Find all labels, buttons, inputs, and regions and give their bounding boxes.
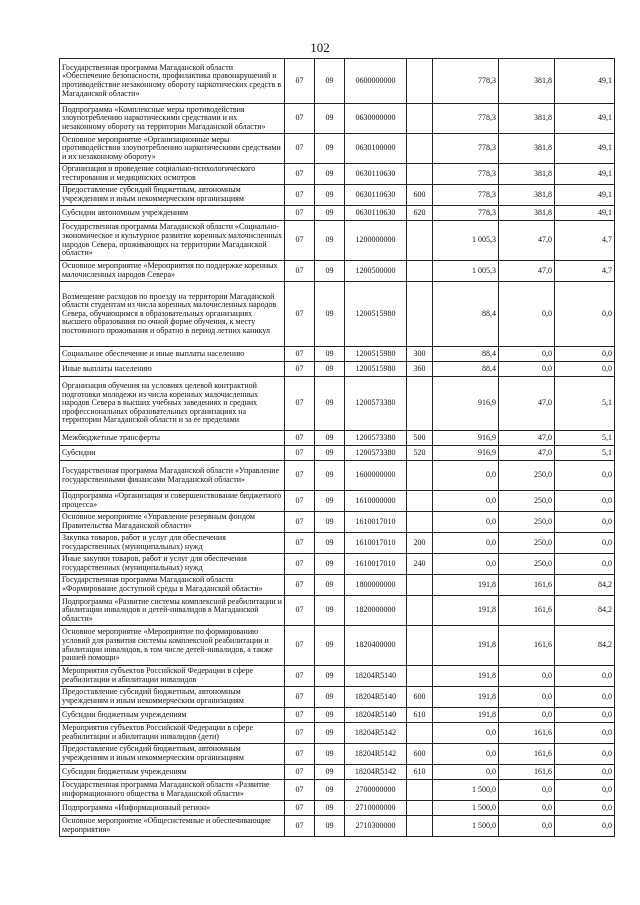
row-amount-actual: 250,0 [499, 554, 555, 575]
row-section-code: 07 [285, 816, 315, 837]
row-percent: 0,0 [555, 708, 615, 723]
row-amount-plan: 191,8 [433, 687, 499, 708]
row-section-code: 07 [285, 801, 315, 816]
row-target-article-code: 1200515980 [345, 282, 407, 347]
row-section-code: 07 [285, 185, 315, 206]
row-target-article-code: 18204R5140 [345, 666, 407, 687]
row-name: Организация и проведение социально-психологического тестирования и медицинских осмотров [60, 164, 285, 185]
table-row [60, 575, 615, 596]
row-subsection-code: 09 [315, 765, 345, 780]
row-amount-plan: 916,9 [433, 446, 499, 461]
row-percent: 0,0 [555, 723, 615, 744]
row-target-article-code: 0630100000 [345, 134, 407, 164]
table-row [60, 185, 615, 206]
row-amount-actual: 0,0 [499, 708, 555, 723]
row-subsection-code: 09 [315, 626, 345, 666]
row-section-code: 07 [285, 708, 315, 723]
row-subsection-code: 09 [315, 221, 345, 261]
row-amount-actual: 161,6 [499, 723, 555, 744]
row-subsection-code: 09 [315, 206, 345, 221]
row-amount-plan: 0,0 [433, 461, 499, 491]
table-row [60, 816, 615, 837]
row-amount-plan: 0,0 [433, 554, 499, 575]
row-amount-plan: 1 500,0 [433, 801, 499, 816]
row-amount-plan: 191,8 [433, 575, 499, 596]
table-row [60, 461, 615, 491]
row-percent: 0,0 [555, 533, 615, 554]
row-percent: 0,0 [555, 554, 615, 575]
row-percent: 5,1 [555, 446, 615, 461]
row-name: Предоставление субсидий бюджетным, автономным учреждениям и иным некоммерческим организациям [60, 744, 285, 765]
row-subsection-code: 09 [315, 533, 345, 554]
row-amount-plan: 0,0 [433, 723, 499, 744]
row-expense-type-code [407, 596, 433, 626]
row-subsection-code: 09 [315, 723, 345, 744]
row-percent: 0,0 [555, 491, 615, 512]
row-percent: 0,0 [555, 687, 615, 708]
row-name: Мероприятия субъектов Российской Федерации в сфере реабилитации и абилитации инвалидов [60, 666, 285, 687]
row-expense-type-code: 500 [407, 431, 433, 446]
table-row [60, 491, 615, 512]
row-amount-plan: 778,3 [433, 164, 499, 185]
budget-table [59, 58, 615, 837]
row-target-article-code: 2700000000 [345, 780, 407, 801]
row-amount-actual: 47,0 [499, 446, 555, 461]
row-expense-type-code [407, 282, 433, 347]
row-expense-type-code [407, 816, 433, 837]
row-percent: 0,0 [555, 801, 615, 816]
table-row [60, 554, 615, 575]
row-name: Государственная программа Магаданской области «Развитие информационного общества в Магаданской области» [60, 780, 285, 801]
row-amount-plan: 191,8 [433, 596, 499, 626]
row-amount-actual: 250,0 [499, 461, 555, 491]
row-amount-plan: 0,0 [433, 491, 499, 512]
row-name: Государственная программа Магаданской области «Социально-экономическое и культурное развитие коренных малочисленных народов Севера, проживающих на территории Магаданской области» [60, 221, 285, 261]
row-expense-type-code: 240 [407, 554, 433, 575]
row-target-article-code: 0630110630 [345, 206, 407, 221]
row-target-article-code: 1200000000 [345, 221, 407, 261]
row-name: Иные выплаты населению [60, 362, 285, 377]
row-name: Предоставление субсидий бюджетным, автономным учреждениям и иным некоммерческим организациям [60, 687, 285, 708]
row-subsection-code: 09 [315, 744, 345, 765]
row-expense-type-code: 600 [407, 744, 433, 765]
row-target-article-code: 1610000000 [345, 491, 407, 512]
row-name: Подпрограмма «Комплексные меры противодействия злоупотреблению наркотическими средствами и их незаконному обороту на территории Магаданской области» [60, 104, 285, 134]
row-section-code: 07 [285, 780, 315, 801]
row-target-article-code: 0630000000 [345, 104, 407, 134]
row-percent: 49,1 [555, 206, 615, 221]
row-target-article-code: 1610017010 [345, 554, 407, 575]
row-amount-actual: 0,0 [499, 347, 555, 362]
table-row [60, 59, 615, 104]
table-row [60, 347, 615, 362]
row-amount-actual: 381,8 [499, 206, 555, 221]
row-amount-plan: 1 500,0 [433, 816, 499, 837]
row-section-code: 07 [285, 554, 315, 575]
row-percent: 84,2 [555, 596, 615, 626]
row-subsection-code: 09 [315, 816, 345, 837]
row-section-code: 07 [285, 377, 315, 431]
row-amount-actual: 0,0 [499, 282, 555, 347]
page-number: 102 [310, 40, 330, 55]
row-percent: 49,1 [555, 134, 615, 164]
row-amount-actual: 0,0 [499, 780, 555, 801]
row-percent: 4,7 [555, 261, 615, 282]
row-expense-type-code [407, 461, 433, 491]
table-row [60, 666, 615, 687]
row-expense-type-code: 620 [407, 206, 433, 221]
row-percent: 0,0 [555, 347, 615, 362]
row-name: Закупка товаров, работ и услуг для обеспечения государственных (муниципальных) нужд [60, 533, 285, 554]
row-subsection-code: 09 [315, 59, 345, 104]
row-expense-type-code: 300 [407, 347, 433, 362]
row-section-code: 07 [285, 134, 315, 164]
row-expense-type-code [407, 575, 433, 596]
row-name: Организация обучения на условиях целевой контрактной подготовки молодежи из числа коренных малочисленных народов Севера в высших учебных заведениях и средних профессиональных образовательных организациях на территории Магаданской области и за ее пределами [60, 377, 285, 431]
row-section-code: 07 [285, 362, 315, 377]
row-target-article-code: 1200573380 [345, 446, 407, 461]
row-amount-actual: 47,0 [499, 431, 555, 446]
row-subsection-code: 09 [315, 446, 345, 461]
row-amount-plan: 916,9 [433, 377, 499, 431]
row-subsection-code: 09 [315, 185, 345, 206]
row-percent: 49,1 [555, 185, 615, 206]
row-amount-plan: 191,8 [433, 666, 499, 687]
row-target-article-code: 0630110630 [345, 164, 407, 185]
row-expense-type-code [407, 261, 433, 282]
row-target-article-code: 1820400000 [345, 626, 407, 666]
table-row [60, 164, 615, 185]
row-target-article-code: 18204R5142 [345, 765, 407, 780]
table-row [60, 282, 615, 347]
row-target-article-code: 18204R5142 [345, 723, 407, 744]
row-name: Субсидии автономным учреждениям [60, 206, 285, 221]
row-amount-actual: 0,0 [499, 816, 555, 837]
row-section-code: 07 [285, 206, 315, 221]
table-row [60, 512, 615, 533]
row-section-code: 07 [285, 446, 315, 461]
row-subsection-code: 09 [315, 801, 345, 816]
table-row [60, 104, 615, 134]
row-expense-type-code [407, 164, 433, 185]
row-amount-actual: 161,6 [499, 596, 555, 626]
row-subsection-code: 09 [315, 104, 345, 134]
row-amount-plan: 1 500,0 [433, 780, 499, 801]
row-name: Подпрограмма «Информационный регион» [60, 801, 285, 816]
row-subsection-code: 09 [315, 780, 345, 801]
row-section-code: 07 [285, 687, 315, 708]
row-target-article-code: 1200500000 [345, 261, 407, 282]
row-section-code: 07 [285, 164, 315, 185]
row-subsection-code: 09 [315, 687, 345, 708]
row-subsection-code: 09 [315, 575, 345, 596]
row-expense-type-code: 200 [407, 533, 433, 554]
row-name: Государственная программа Магаданской области «Обеспечение безопасности, профилактика правонарушений и противодействие незаконному обороту наркотических средств в Магаданской области» [60, 59, 285, 104]
row-percent: 0,0 [555, 362, 615, 377]
row-percent: 5,1 [555, 377, 615, 431]
row-amount-actual: 0,0 [499, 362, 555, 377]
row-name: Основное мероприятие «Организационные меры противодействия злоупотреблению наркотическими средствами и их незаконному обороту» [60, 134, 285, 164]
row-amount-plan: 0,0 [433, 765, 499, 780]
row-expense-type-code: 610 [407, 708, 433, 723]
row-target-article-code: 1200573380 [345, 431, 407, 446]
row-percent: 0,0 [555, 744, 615, 765]
row-target-article-code: 2710000000 [345, 801, 407, 816]
row-amount-actual: 0,0 [499, 801, 555, 816]
row-subsection-code: 09 [315, 377, 345, 431]
row-section-code: 07 [285, 261, 315, 282]
row-amount-actual: 381,8 [499, 59, 555, 104]
row-amount-actual: 0,0 [499, 666, 555, 687]
table-row [60, 221, 615, 261]
row-subsection-code: 09 [315, 261, 345, 282]
table-row [60, 626, 615, 666]
row-name: Субсидии [60, 446, 285, 461]
row-expense-type-code: 600 [407, 185, 433, 206]
row-section-code: 07 [285, 723, 315, 744]
row-section-code: 07 [285, 491, 315, 512]
row-name: Субсидии бюджетным учреждениям [60, 765, 285, 780]
row-amount-actual: 381,8 [499, 134, 555, 164]
row-target-article-code: 0600000000 [345, 59, 407, 104]
row-name: Субсидии бюджетным учреждениям [60, 708, 285, 723]
table-row [60, 744, 615, 765]
row-amount-plan: 1 005,3 [433, 221, 499, 261]
row-amount-plan: 0,0 [433, 512, 499, 533]
row-target-article-code: 1200515980 [345, 347, 407, 362]
row-amount-actual: 0,0 [499, 687, 555, 708]
table-row [60, 708, 615, 723]
row-percent: 0,0 [555, 816, 615, 837]
row-target-article-code: 18204R5140 [345, 708, 407, 723]
row-name: Мероприятия субъектов Российской Федерации в сфере реабилитации и абилитации инвалидов (дети) [60, 723, 285, 744]
row-subsection-code: 09 [315, 708, 345, 723]
row-amount-actual: 250,0 [499, 491, 555, 512]
row-amount-plan: 916,9 [433, 431, 499, 446]
row-amount-actual: 161,6 [499, 765, 555, 780]
row-name: Предоставление субсидий бюджетным, автономным учреждениям и иным некоммерческим организациям [60, 185, 285, 206]
row-name: Основное мероприятие «Общесистемные и обеспечивающие мероприятия» [60, 816, 285, 837]
row-amount-plan: 778,3 [433, 185, 499, 206]
row-name: Государственная программа Магаданской области «Формирование доступной среды в Магаданской области» [60, 575, 285, 596]
row-expense-type-code: 610 [407, 765, 433, 780]
row-target-article-code: 1200515980 [345, 362, 407, 377]
row-name: Основное мероприятие «Управление резервным фондом Правительства Магаданской области» [60, 512, 285, 533]
row-subsection-code: 09 [315, 512, 345, 533]
row-target-article-code: 2710300000 [345, 816, 407, 837]
row-subsection-code: 09 [315, 134, 345, 164]
row-percent: 49,1 [555, 164, 615, 185]
row-expense-type-code [407, 134, 433, 164]
row-section-code: 07 [285, 221, 315, 261]
row-expense-type-code [407, 666, 433, 687]
row-expense-type-code [407, 491, 433, 512]
row-expense-type-code [407, 377, 433, 431]
row-amount-plan: 778,3 [433, 206, 499, 221]
row-amount-actual: 47,0 [499, 261, 555, 282]
row-amount-plan: 778,3 [433, 104, 499, 134]
row-section-code: 07 [285, 104, 315, 134]
row-name: Государственная программа Магаданской области «Управление государственными финансами Магаданской области» [60, 461, 285, 491]
row-target-article-code: 1610017010 [345, 533, 407, 554]
row-expense-type-code [407, 723, 433, 744]
row-name: Подпрограмма «Организация и совершенствование бюджетного процесса» [60, 491, 285, 512]
row-subsection-code: 09 [315, 282, 345, 347]
row-section-code: 07 [285, 596, 315, 626]
table-row [60, 687, 615, 708]
row-amount-plan: 191,8 [433, 626, 499, 666]
row-name: Иные закупки товаров, работ и услуг для обеспечения государственных (муниципальных) нужд [60, 554, 285, 575]
table-row [60, 206, 615, 221]
row-expense-type-code: 520 [407, 446, 433, 461]
row-name: Социальное обеспечение и иные выплаты населению [60, 347, 285, 362]
table-row [60, 596, 615, 626]
row-amount-actual: 381,8 [499, 185, 555, 206]
table-row [60, 533, 615, 554]
row-amount-plan: 0,0 [433, 533, 499, 554]
row-name: Возмещение расходов по проезду на территории Магаданской области студентам из числа коренных малочисленных народов Севера, обучающимся в образовательных организациях высшего образования по очной форме обучения, к месту постоянного проживания и обратно в период летних каникул [60, 282, 285, 347]
row-target-article-code: 18204R5142 [345, 744, 407, 765]
row-target-article-code: 1820000000 [345, 596, 407, 626]
row-subsection-code: 09 [315, 164, 345, 185]
row-amount-actual: 161,6 [499, 575, 555, 596]
row-percent: 49,1 [555, 104, 615, 134]
row-section-code: 07 [285, 666, 315, 687]
row-section-code: 07 [285, 431, 315, 446]
row-target-article-code: 1600000000 [345, 461, 407, 491]
table-row [60, 134, 615, 164]
table-row [60, 765, 615, 780]
row-name: Основное мероприятие «Мероприятия по поддержке коренных малочисленных народов Севера» [60, 261, 285, 282]
row-amount-plan: 191,8 [433, 708, 499, 723]
row-percent: 0,0 [555, 512, 615, 533]
row-section-code: 07 [285, 744, 315, 765]
row-percent: 0,0 [555, 666, 615, 687]
row-name: Подпрограмма «Развитие системы комплексной реабилитации и абилитации инвалидов и детей-инвалидов в Магаданской области» [60, 596, 285, 626]
row-amount-actual: 381,8 [499, 164, 555, 185]
table-row [60, 780, 615, 801]
table-row [60, 723, 615, 744]
row-expense-type-code [407, 780, 433, 801]
row-expense-type-code [407, 59, 433, 104]
table-row [60, 801, 615, 816]
row-amount-actual: 161,6 [499, 744, 555, 765]
row-percent: 4,7 [555, 221, 615, 261]
row-amount-plan: 88,4 [433, 282, 499, 347]
row-name: Основное мероприятие «Мероприятие по формированию условий для развития системы комплексной реабилитации и абилитации инвалидов, в том числе детей-инвалидов, а также ранней помощи» [60, 626, 285, 666]
row-section-code: 07 [285, 347, 315, 362]
row-amount-plan: 88,4 [433, 347, 499, 362]
row-subsection-code: 09 [315, 347, 345, 362]
row-amount-actual: 250,0 [499, 512, 555, 533]
row-section-code: 07 [285, 575, 315, 596]
row-expense-type-code [407, 626, 433, 666]
row-name: Межбюджетные трансферты [60, 431, 285, 446]
row-section-code: 07 [285, 533, 315, 554]
table-row [60, 362, 615, 377]
row-subsection-code: 09 [315, 666, 345, 687]
row-percent: 0,0 [555, 282, 615, 347]
row-amount-plan: 0,0 [433, 744, 499, 765]
row-amount-plan: 1 005,3 [433, 261, 499, 282]
table-row [60, 446, 615, 461]
row-section-code: 07 [285, 512, 315, 533]
row-expense-type-code [407, 801, 433, 816]
row-section-code: 07 [285, 461, 315, 491]
row-subsection-code: 09 [315, 431, 345, 446]
row-section-code: 07 [285, 765, 315, 780]
row-target-article-code: 18204R5140 [345, 687, 407, 708]
row-target-article-code: 1200573380 [345, 377, 407, 431]
row-amount-actual: 47,0 [499, 221, 555, 261]
row-expense-type-code: 360 [407, 362, 433, 377]
row-subsection-code: 09 [315, 491, 345, 512]
row-target-article-code: 0630110630 [345, 185, 407, 206]
row-expense-type-code [407, 104, 433, 134]
row-amount-actual: 250,0 [499, 533, 555, 554]
row-amount-actual: 47,0 [499, 377, 555, 431]
table-row [60, 261, 615, 282]
row-percent: 0,0 [555, 765, 615, 780]
row-expense-type-code [407, 512, 433, 533]
row-subsection-code: 09 [315, 461, 345, 491]
row-section-code: 07 [285, 282, 315, 347]
row-percent: 84,2 [555, 626, 615, 666]
row-expense-type-code [407, 221, 433, 261]
row-percent: 5,1 [555, 431, 615, 446]
row-target-article-code: 1800000000 [345, 575, 407, 596]
row-amount-actual: 161,6 [499, 626, 555, 666]
row-percent: 84,2 [555, 575, 615, 596]
row-section-code: 07 [285, 626, 315, 666]
row-amount-plan: 778,3 [433, 134, 499, 164]
row-percent: 49,1 [555, 59, 615, 104]
row-subsection-code: 09 [315, 362, 345, 377]
row-expense-type-code: 600 [407, 687, 433, 708]
table-row [60, 377, 615, 431]
table-row [60, 431, 615, 446]
row-subsection-code: 09 [315, 554, 345, 575]
row-target-article-code: 1610017010 [345, 512, 407, 533]
row-percent: 0,0 [555, 780, 615, 801]
row-percent: 0,0 [555, 461, 615, 491]
row-section-code: 07 [285, 59, 315, 104]
row-amount-plan: 88,4 [433, 362, 499, 377]
row-subsection-code: 09 [315, 596, 345, 626]
row-amount-actual: 381,8 [499, 104, 555, 134]
row-amount-plan: 778,3 [433, 59, 499, 104]
